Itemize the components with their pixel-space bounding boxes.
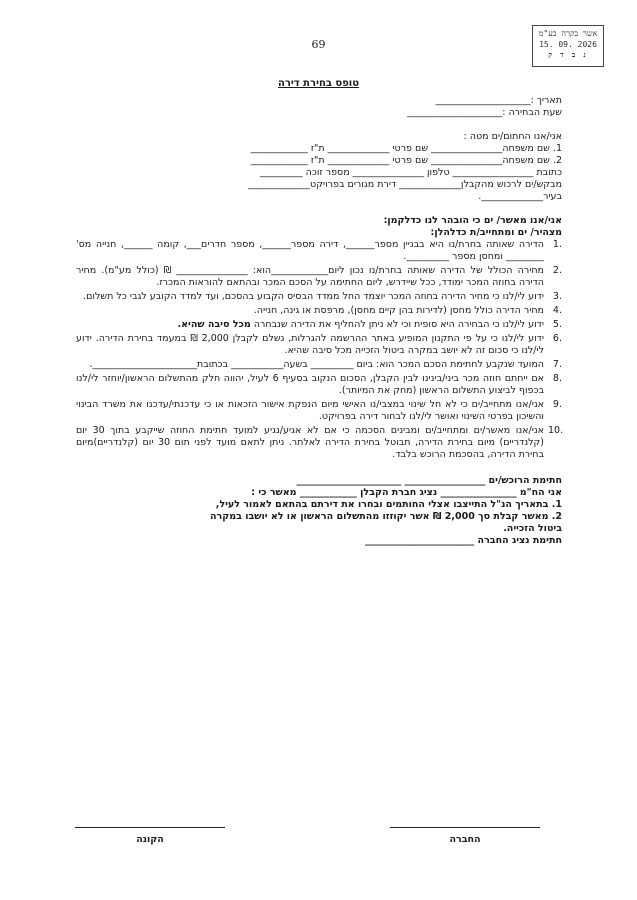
clause-item (76, 265, 562, 289)
buyer-signature-rule (75, 827, 225, 834)
clause-item (76, 291, 562, 303)
company-label: החברה (449, 834, 481, 845)
clause-emphasis: מכל סיבה שהיא. (177, 319, 251, 330)
clause-text: ידוע לי/לנו כי על פי התקנון המופיע באתר ההרשמה להגרלות, נשלם לקבלן 2,000 ₪ במעמד בחירת הדירה. ידוע לי/לנו כי סכום זה לא יושב במקרה ביטול הזכייה מכל סיבה שהיא. (76, 333, 544, 356)
clause-number: 2. (552, 265, 562, 276)
clause-item (76, 425, 564, 461)
approval-stamp (532, 25, 604, 67)
signer-1-fields[interactable]: 1. שם משפחה_______________ שם פרטי _____________ ת"ז ____________ (250, 143, 562, 154)
clause-text: ידוע לי/לנו כי מחיר הדירה בחוזה המכר יוצמד החל ממדד הבסיס הקבוע בהסכם, ועד למדד הקובע לגבי כל תשלום. (83, 291, 544, 302)
representative-signature-line[interactable]: חתימת נציג החברה _______________________ (365, 535, 562, 546)
clause-number: 1. (552, 239, 562, 250)
clause-item (76, 239, 562, 263)
clause-number: 3. (552, 291, 562, 302)
confirmation-1: 1. בתאריך הנ"ל התייצבו אצלי החותמים ובחרו את דירתם בהתאם לאמור לעיל, (215, 499, 562, 510)
form-body (76, 95, 562, 547)
company-signature-rule (390, 827, 540, 834)
clause-item (76, 359, 562, 371)
buyer-signature-line[interactable]: חתימת הרוכש/ים _________________ ______________________ (296, 475, 562, 486)
representative-line[interactable]: אני הח"מ ________________ נציג חברת הקבלן ____________ מאשר כי : (251, 487, 562, 498)
clause-text: מחירה הכולל של הדירה שאותה בחרת/נו נכון ליום____________הוא: _______________ ₪ (כולל מע"מ). מחיר הדירה בחוזה המכר ימודד, ככל שיידרש, ליום החתימה על הסכם המכר ובהתאם להוראות המכרז. (76, 265, 544, 288)
clause-number: 10. (548, 425, 564, 436)
clause-number: 4. (552, 305, 562, 316)
clause-number: 6. (552, 333, 562, 344)
city-field[interactable]: בעיר_____________. (478, 191, 562, 202)
clause-text: אני/אנו מתחייב/ים כי לא חל שינוי במצבי/נו האישי מיום הנפקת אישור הזכאות או כי עדכנתי/עדכנו את משרד הבינוי והשיכון בפרטי השינוי ואושר לי/לנו לבחור דירה בפרויקט. (76, 399, 544, 422)
clause-item (76, 305, 562, 317)
stamp-date: 15. 09. 2026 (539, 40, 597, 49)
form-title: טופס בחירת דירה (277, 78, 360, 89)
clause-text: אם ייחתם חוזה מכר ביני/בינינו לבין הקבלן, הסכום הנקוב בסעיף 6 לעיל, יהווה חלק מהתשלום הראשון/יוחזר לי/לנו בכפוף לביצוע התשלום הראשון (מחק את המיותר). (76, 373, 545, 396)
clause-item (76, 399, 562, 423)
purchase-request-fields[interactable]: מבקש/ים לרכוש מהקבלן_____________ דירת מגורים בפרויקט_____________ (248, 179, 562, 190)
signers-intro: אני/אנו החתום/ים מטה : (463, 131, 562, 142)
stamp-company: אשר בקרה בע"מ (538, 29, 598, 38)
date-field[interactable]: תאריך :____________________ (435, 95, 562, 106)
company-signature-block[interactable] (390, 827, 540, 845)
clause-item (76, 333, 562, 357)
clause-item (76, 373, 562, 397)
clauses-list (76, 239, 562, 461)
address-phone-fields[interactable]: כתובת _________________ טלפון _______________ מספר זוכה _________ (259, 167, 562, 178)
clause-text: הדירה שאותה בחרת/נו היא בבניין מספר______, דירה מספר______, מספר חדרים___, קומה ______, חנייה מס' ________ ומחסן מספר _________. (76, 239, 544, 262)
clause-text: ידוע לי/לנו כי הבחירה היא סופית וכי לא ניתן להחליף את הדירה שנבחרה מכל סיבה שהיא. (177, 319, 544, 330)
buyer-signature-block[interactable] (75, 827, 225, 845)
stamp-checked: נ ב ד ק (548, 51, 588, 59)
clause-text: אני/אנו מאשר/ים ומתחייב/ים ומבינים הסכמה כי אם לא אגיע/נגיע למועד חתימת החוזה שייקבע בתוך 30 יום (קלנדריים) מיום בחירת הדירה, תבוטל בחירת הדירה לאלתר. ניתן לתאם מועד לפני תום 30 יום (קלנדריים)מיום בחירת הדירה, בהסכמת הרוכש בלבד. (76, 425, 544, 460)
confirmation-2-cont: ביטול הזכייה. (503, 523, 562, 534)
declaration-heading: אני/אנו מאשר/ ים כי הובהר לנו כדלקמן: (383, 215, 562, 226)
signer-2-fields[interactable]: 2. שם משפחה_______________ שם פרטי _____________ ת"ז ____________ (250, 155, 562, 166)
declaration-subheading: מצהיר/ ים ומתחייב/ת כדלהלן: (430, 227, 562, 238)
clause-number: 9. (552, 399, 562, 410)
clause-text: מחיר הדירה כולל מחסן (לדירות בהן קיים מחסן), מרפסת או גינה, חנייה. (253, 305, 544, 316)
clause-number: 7. (552, 359, 562, 370)
clause-number: 8. (552, 373, 562, 384)
selection-time-field[interactable]: שעת הבחירה :____________________ (407, 107, 562, 118)
clause-text: המועד שנקבע לחתימת הסכם המכר הוא: ביום _________ בשעה___________ בכתובת______________________. (89, 359, 544, 370)
page-number: 69 (311, 38, 326, 51)
clause-number: 5. (552, 319, 562, 330)
confirmation-2: 2. מאשר קבלת סך 2,000 ₪ אשר יקוזזו מהתשלום הראשון או לא יושבו במקרה (209, 511, 562, 522)
clause-item (76, 319, 562, 331)
buyer-label: הקונה (136, 834, 164, 845)
